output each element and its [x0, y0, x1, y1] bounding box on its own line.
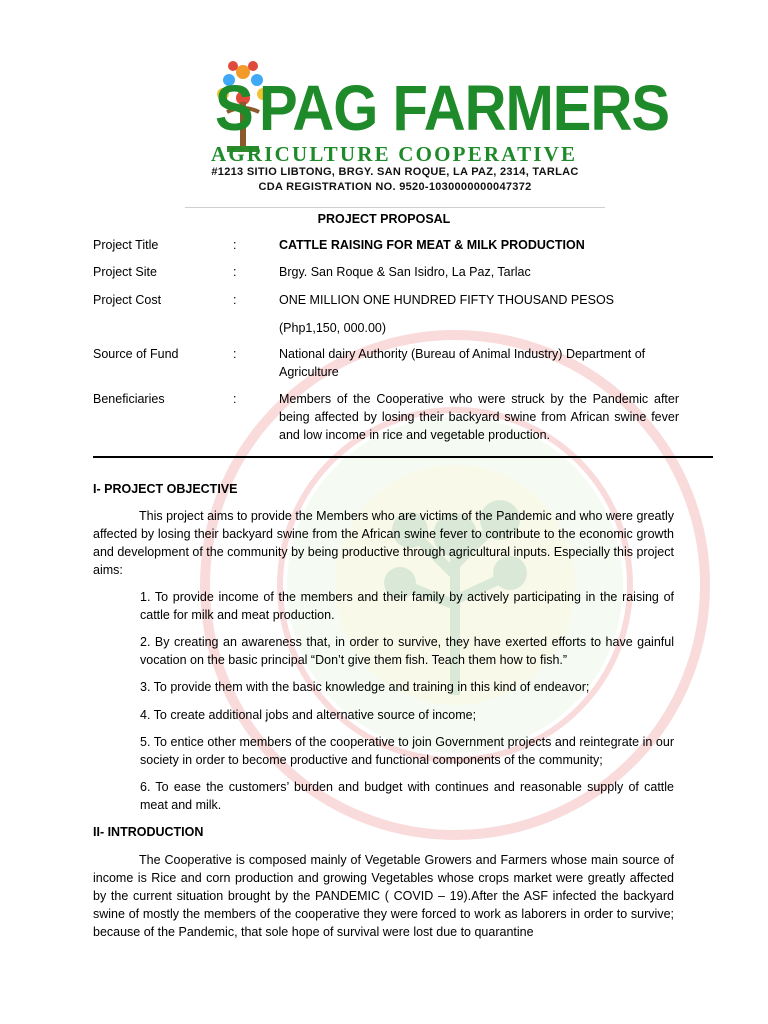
detail-colon: :: [233, 347, 237, 361]
detail-colon: :: [233, 265, 237, 279]
objective-item: 6. To ease the customers’ burden and budget with continues and reasonable supply of cattle meat and milk.: [140, 780, 674, 812]
objective-item: 1. To provide income of the members and their family by actively participating in the raising of cattle for milk and meat production.: [140, 590, 674, 622]
detail-label: Project Cost: [93, 293, 162, 307]
header-divider: [185, 207, 605, 208]
detail-label: Project Title: [93, 238, 159, 252]
address-line: #1213 SITIO LIBTONG, BRGY. SAN ROQUE, LA PAZ, 2314, TARLAC: [211, 166, 579, 178]
detail-value: National dairy Authority (Bureau of Animal Industry) Department of Agriculture: [279, 347, 646, 379]
brand-subtitle: AGRICULTURE COOPERATIVE: [211, 142, 578, 166]
detail-label: Project Site: [93, 265, 157, 279]
objective-item: 3. To provide them with the basic knowledge and training in this kind of endeavor;: [140, 680, 590, 694]
detail-value: (Php1,150, 000.00): [279, 321, 387, 335]
brand-name: [215, 72, 670, 145]
section-divider: [93, 456, 713, 458]
detail-colon: :: [233, 392, 237, 406]
section-heading-introduction: II- INTRODUCTION: [93, 825, 204, 839]
detail-value: Members of the Cooperative who were struck by the Pandemic after being affected by losing their backyard swine from African swine fever and low income in rice and vegetable production.: [279, 392, 679, 442]
objective-item: 5. To entice other members of the cooperative to join Government projects and reintegrate in our society in order to become productive and functional components of the community;: [140, 735, 674, 767]
detail-value: CATTLE RAISING FOR MEAT & MILK PRODUCTION: [279, 238, 585, 252]
detail-label: Beneficiaries: [93, 392, 165, 406]
section-heading-objective: I- PROJECT OBJECTIVE: [93, 482, 238, 496]
document-title: PROJECT PROPOSAL: [317, 212, 451, 226]
objective-item: 4. To create additional jobs and alternative source of income;: [140, 708, 477, 722]
detail-colon: :: [233, 238, 237, 252]
detail-value: Brgy. San Roque & San Isidro, La Paz, Tarlac: [279, 265, 531, 279]
objective-item: 2. By creating an awareness that, in order to survive, they have exerted efforts to have gainful vocation on the basic principal “Don’t give them fish. Teach them how to fish.”: [140, 635, 674, 667]
objective-intro-paragraph: This project aims to provide the Members who are victims of the Pandemic and who were greatly affected by losing their backyard swine from the African swine fever to contribute to the economic growth and development of the community by being productive through agricultural inputs. Especially this project aims:: [93, 509, 674, 577]
detail-value: ONE MILLION ONE HUNDRED FIFTY THOUSAND PESOS: [279, 293, 615, 307]
letterhead: [185, 40, 670, 208]
brand-first-letter: S: [215, 72, 253, 145]
detail-label: Source of Fund: [93, 347, 179, 361]
brand-name-rest: PAG FARMERS: [259, 72, 670, 145]
registration-line: CDA REGISTRATION NO. 9520-1030000000047372: [258, 181, 532, 193]
detail-colon: :: [233, 293, 237, 307]
introduction-paragraph: The Cooperative is composed mainly of Vegetable Growers and Farmers whose main source of income is Rice and corn production and growing Vegetables whose crops market were greatly affected by the current situation brought by the PANDEMIC ( COVID – 19).After the ASF infected the backyard swine of mostly the members of the cooperative they were forced to work as laborers in order to survive; because of the Pandemic, that sole hope of survival were lost due to quarantine: [93, 853, 674, 939]
